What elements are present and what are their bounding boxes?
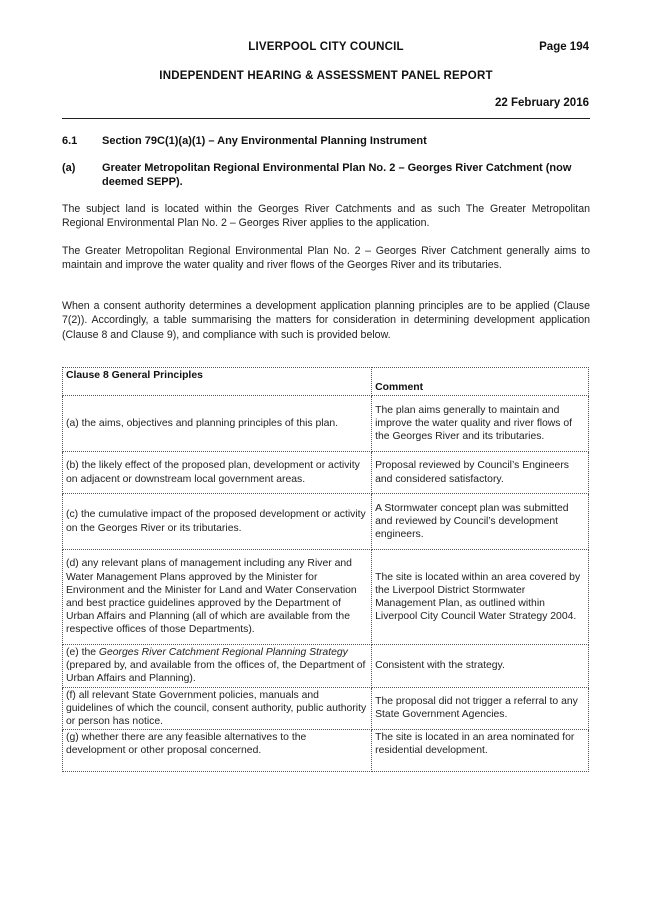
principle-cell: (d) any relevant plans of management including any River and Water Management Plans approved by the Minister for Environment and the Minister for Land and Water Conservation and best practice guidelines approved by the Department of Urban Affairs and Planning (all of which are available from the respective offices of those Departments). (63, 550, 372, 645)
principle-cell: (g) whether there are any feasible alternatives to the development or other proposal concerned. (63, 730, 372, 772)
comment-cell: The proposal did not trigger a referral to any State Government Agencies. (372, 687, 589, 730)
comment-cell: The site is located in an area nominated for residential development. (372, 730, 589, 772)
table-row (63, 645, 589, 688)
table-row (63, 550, 589, 645)
table-row (63, 494, 589, 550)
comment-cell: The site is located within an area covered by the Liverpool District Stormwater Management Plan, as outlined within Liverpool City Council Water Strategy 2004. (372, 550, 589, 645)
principle-suffix: (prepared by, and available from the offices of, the Department of Urban Affairs and Planning). (66, 660, 366, 685)
principle-cell: (b) the likely effect of the proposed plan, development or activity on adjacent or downstream local government areas. (63, 452, 372, 494)
subsection-title: Greater Metropolitan Regional Environmental Plan No. 2 – Georges River Catchment (now deemed SEPP). (102, 162, 572, 188)
report-date: 22 February 2016 (495, 97, 589, 109)
clause-8-table (62, 367, 589, 772)
comment-cell: The plan aims generally to maintain and improve the water quality and river flows of the Georges River and its tributaries. (372, 396, 589, 452)
comment-cell: A Stormwater concept plan was submitted and reviewed by Council’s development engineers. (372, 494, 589, 550)
strategy-title: Georges River Catchment Regional Planning Strategy (98, 647, 348, 658)
paragraph-2: The Greater Metropolitan Regional Environmental Plan No. 2 – Georges River Catchment generally aims to maintain and improve the water quality and river flows of the Georges River and its tributaries. (62, 245, 590, 272)
table-row (63, 730, 589, 772)
principle-cell: (a) the aims, objectives and planning principles of this plan. (63, 396, 372, 452)
paragraph-1: The subject land is located within the Georges River Catchments and as such The Greater Metropolitan Regional Environmental Plan No. 2 – Georges River applies to the application. (62, 203, 590, 230)
council-name: LIVERPOOL CITY COUNCIL (248, 41, 404, 53)
subsection-number: (a) (62, 162, 76, 174)
principle-cell: (f) all relevant State Government policies, manuals and guidelines of which the council, consent authority, public authority or person has notice. (63, 687, 372, 730)
table-row (63, 396, 589, 452)
table-row (63, 452, 589, 494)
report-title: INDEPENDENT HEARING & ASSESSMENT PANEL REPORT (159, 70, 493, 82)
paragraph-3: When a consent authority determines a development application planning principles are to be applied (Clause 7(2)). Accordingly, a table summarising the matters for consideration in determining development application (Clause 8 and Clause 9), and compliance with such is provided below. (62, 300, 590, 341)
principle-cell (63, 645, 372, 688)
table-header-row (63, 368, 589, 396)
principle-cell: (c) the cumulative impact of the proposed development or activity on the Georges River or its tributaries. (63, 494, 372, 550)
column-header-comment: Comment (372, 368, 589, 396)
page-number: Page 194 (539, 41, 589, 53)
column-header-principles: Clause 8 General Principles (63, 368, 372, 396)
comment-cell: Proposal reviewed by Council’s Engineers and considered satisfactory. (372, 452, 589, 494)
header-rule (62, 118, 590, 119)
comment-cell: Consistent with the strategy. (372, 645, 589, 688)
principle-prefix: (e) the (66, 647, 99, 658)
table-row (63, 687, 589, 730)
section-number: 6.1 (62, 135, 78, 147)
section-title: Section 79C(1)(a)(1) – Any Environmental Planning Instrument (102, 135, 427, 147)
